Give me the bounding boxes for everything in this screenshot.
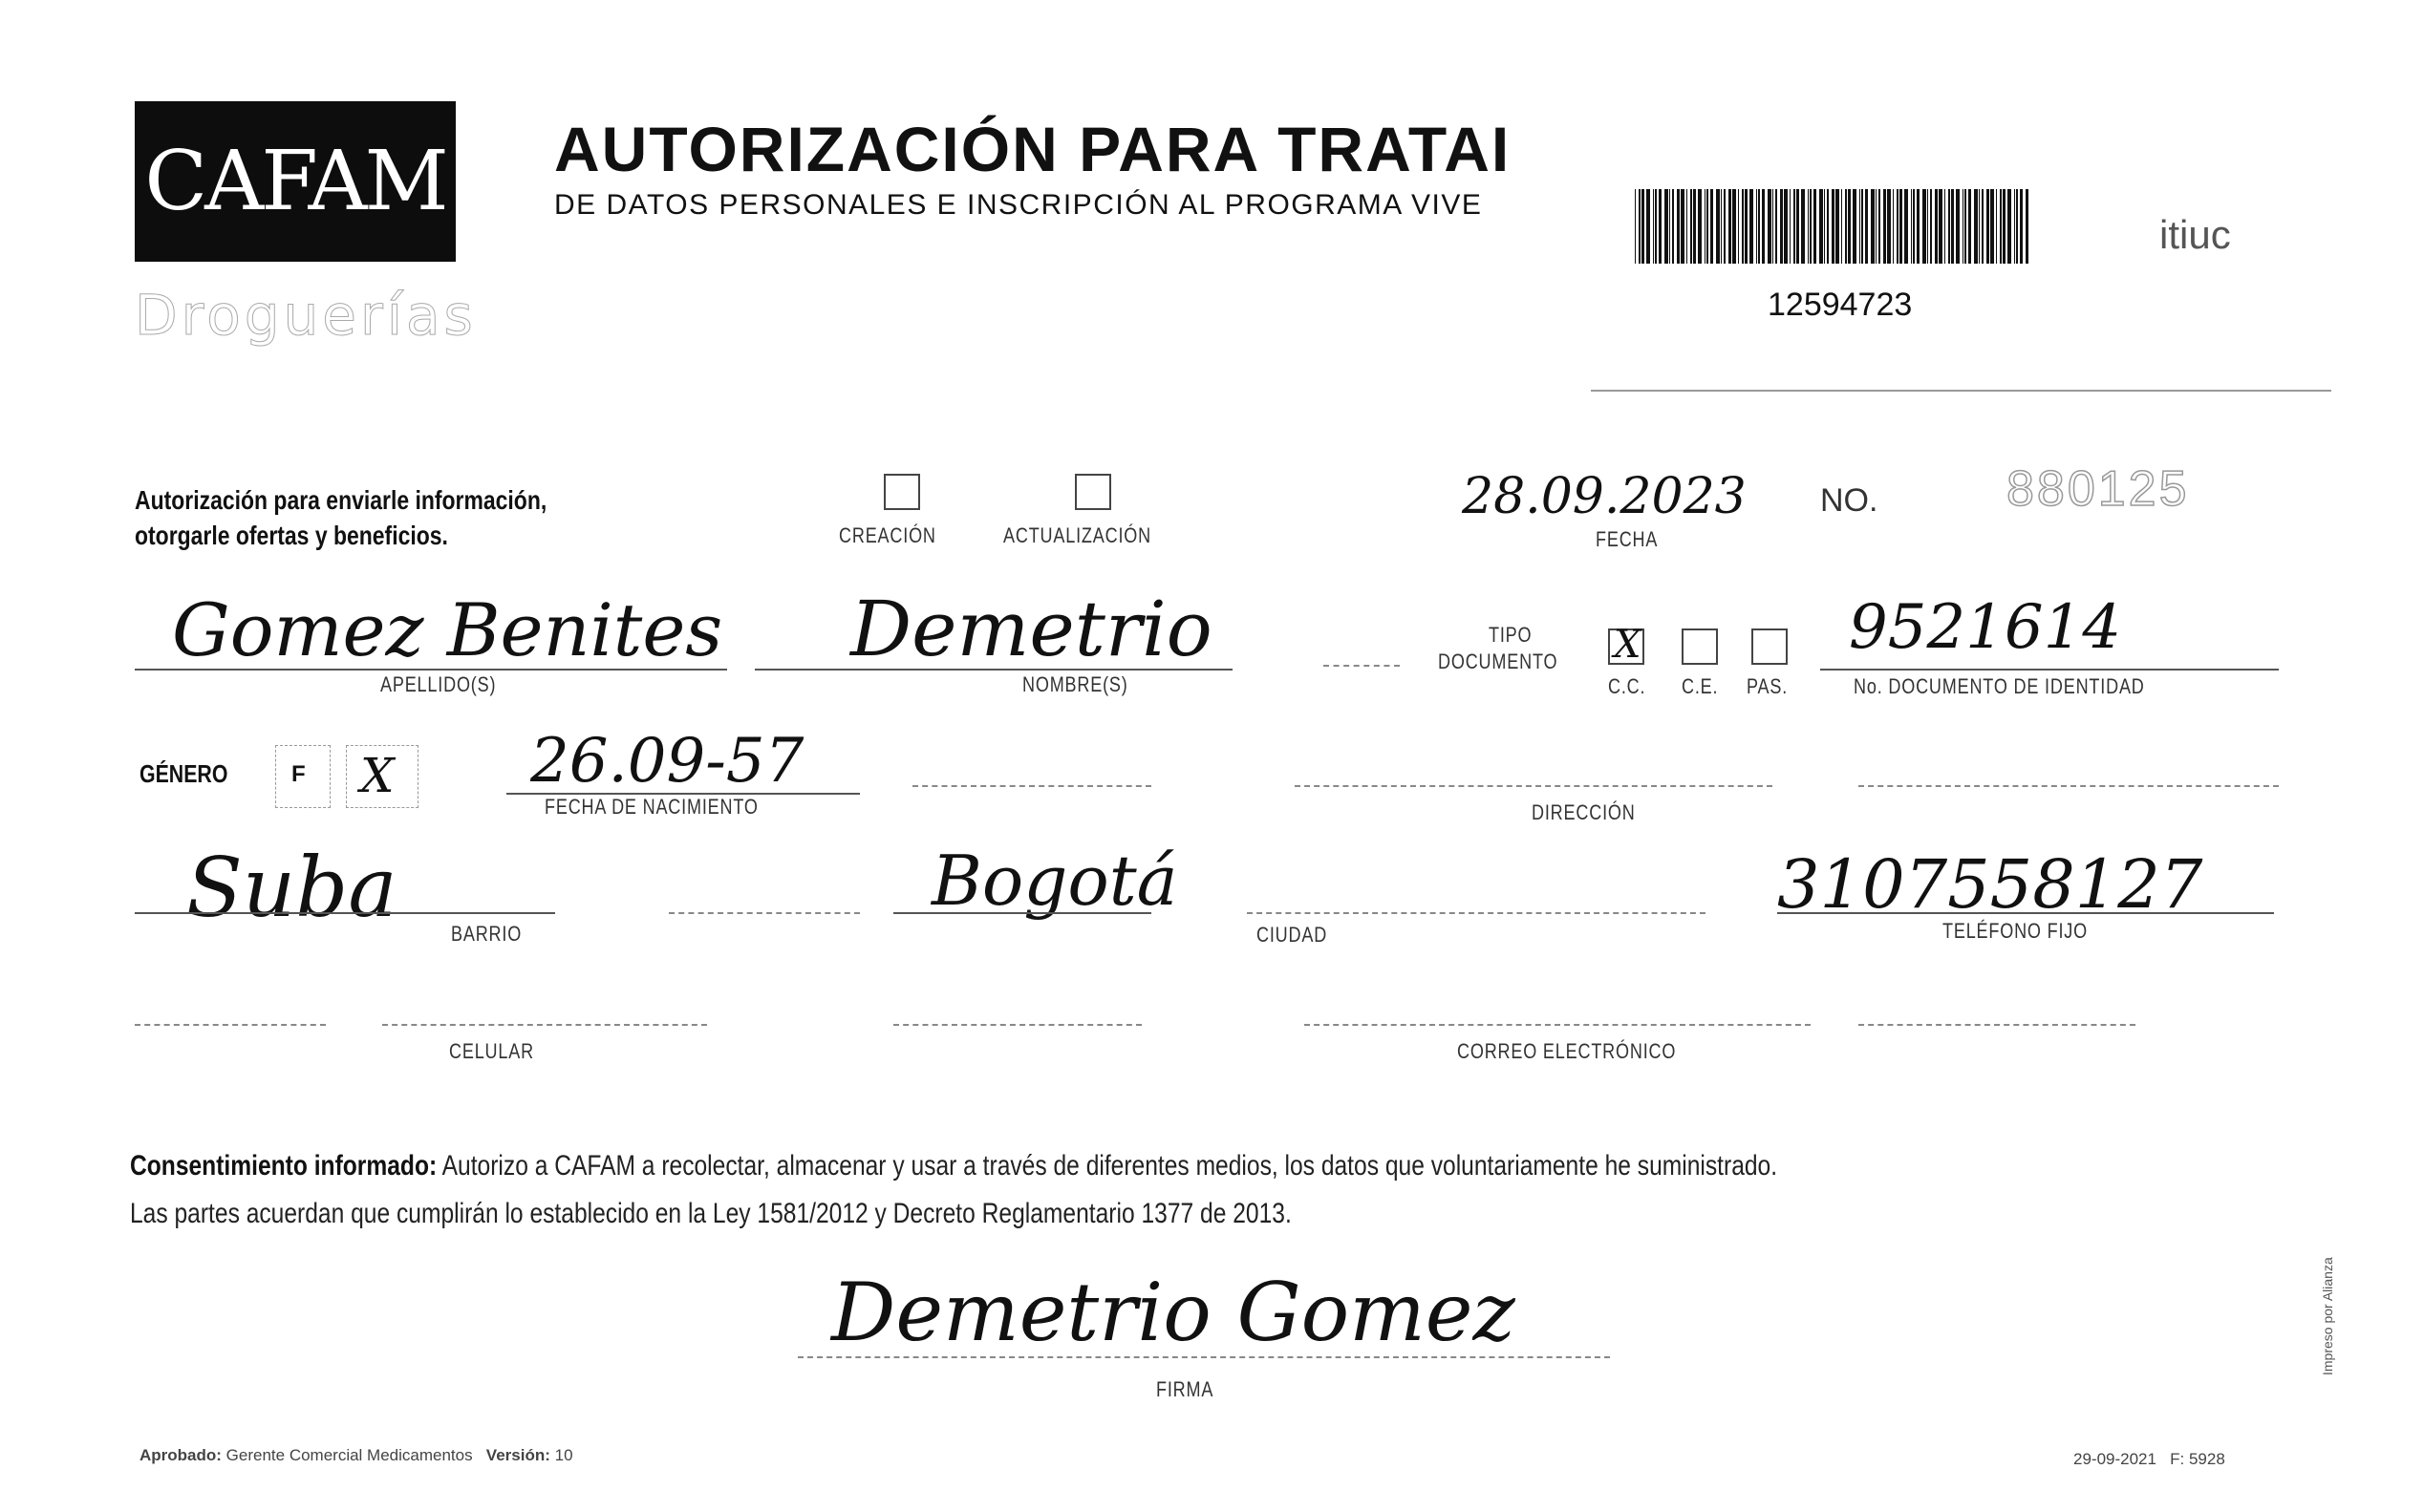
- barcode-bar: [1664, 189, 1668, 264]
- genero-f-letter: F: [291, 761, 306, 787]
- barcode-bar: [1964, 189, 1966, 264]
- barcode-bar: [1824, 189, 1825, 264]
- genero-m-mark: X: [360, 748, 395, 803]
- barcode-bar: [1845, 189, 1847, 264]
- barcode-bar: [1698, 189, 1702, 264]
- consent-text: [130, 1142, 2324, 1238]
- form-number: 880125: [2006, 461, 2190, 517]
- barcode-bar: [1848, 189, 1851, 264]
- barcode-bar: [1706, 189, 1708, 264]
- signature-label: FIRMA: [1156, 1377, 1214, 1401]
- actualizacion-checkbox[interactable]: [1075, 474, 1111, 510]
- cc-check-mark: X: [1614, 623, 1641, 667]
- barcode-bar: [1859, 189, 1860, 264]
- pas-checkbox[interactable]: [1751, 628, 1788, 665]
- telefono-label: TELÉFONO FIJO: [1942, 919, 2088, 943]
- aprobado-label: Aprobado:: [139, 1446, 222, 1464]
- barcode-bar: [1716, 189, 1720, 264]
- celular-line-1: [135, 1024, 326, 1026]
- direccion-line-1: [912, 785, 1151, 787]
- correo-line-2: [1304, 1024, 1811, 1026]
- consent-text-1: Autorizo a CAFAM a recolectar, almacenar y usar a través de diferentes medios, los datos que voluntariamente he suministrado.: [437, 1150, 1778, 1182]
- direccion-label: DIRECCIÓN: [1532, 800, 1636, 824]
- cc-checkbox[interactable]: [1608, 623, 1644, 667]
- pas-label: PAS.: [1747, 674, 1789, 698]
- consent-text-2: Las partes acuerdan que cumplirán lo establecido en la Ley 1581/2012 y Decreto Reglamentario 1377 de 2013.: [130, 1198, 1292, 1229]
- separator-line: [1323, 665, 1400, 667]
- barcode-bar: [1841, 189, 1842, 264]
- footer-approved: [139, 1446, 573, 1465]
- ce-label: C.E.: [1682, 674, 1719, 698]
- barcode-bar: [1904, 189, 1908, 264]
- barcode-bar: [1990, 189, 1994, 264]
- barcode-bar: [1808, 189, 1809, 264]
- barcode-bar: [1979, 189, 1980, 264]
- genero-label: GÉNERO: [139, 759, 228, 788]
- barcode-bar: [1939, 189, 1942, 264]
- nombres-value: Demetrio: [850, 585, 1212, 673]
- barrio-value: Suba: [186, 841, 397, 936]
- barcode-bar: [1745, 189, 1748, 264]
- cafam-logo: [135, 101, 456, 262]
- barcode-bar: [1721, 189, 1722, 264]
- barcode-bar: [1775, 189, 1777, 264]
- barcode-bar: [1899, 189, 1902, 264]
- celular-line-2: [382, 1024, 707, 1026]
- barcode-bar: [1749, 189, 1753, 264]
- barcode-bar: [1653, 189, 1654, 264]
- documento-value: 9521614: [1849, 592, 2122, 663]
- barcode-bar: [1922, 189, 1926, 264]
- barcode-bar: [1878, 189, 1880, 264]
- intro-line-1: Autorización para enviarle información,: [135, 485, 547, 515]
- genero-m-box[interactable]: [346, 745, 418, 808]
- barcode-bar: [1686, 189, 1687, 264]
- barcode-bar: [1835, 189, 1839, 264]
- barcode: [1635, 189, 2028, 264]
- barcode-bar: [1951, 189, 1954, 264]
- creacion-checkbox[interactable]: [884, 474, 920, 510]
- barcode-bar: [1832, 189, 1834, 264]
- barcode-bar: [1996, 189, 1997, 264]
- celular-label: CELULAR: [449, 1039, 534, 1063]
- barcode-bar: [1948, 189, 1950, 264]
- barcode-bar: [1710, 189, 1713, 264]
- ciudad-value: Bogotá: [932, 841, 1178, 921]
- barcode-bar: [1742, 189, 1744, 264]
- barcode-bar: [1853, 189, 1856, 264]
- barcode-bar: [1655, 189, 1657, 264]
- version-label: Versión:: [485, 1446, 550, 1464]
- nombres-label: NOMBRE(S): [1022, 672, 1128, 696]
- barcode-bar: [1677, 189, 1680, 264]
- nombres-line: [755, 669, 1233, 671]
- barcode-bar: [1813, 189, 1816, 264]
- barcode-bar: [1897, 189, 1898, 264]
- barcode-bar: [1672, 189, 1674, 264]
- barcode-bar: [1681, 189, 1684, 264]
- brand-subtitle: Droguerías: [135, 283, 477, 348]
- form-subtitle: DE DATOS PERSONALES E INSCRIPCIÓN AL PROGRAMA VIVE: [554, 189, 1483, 221]
- ce-checkbox[interactable]: [1682, 628, 1718, 665]
- barcode-bar: [1646, 189, 1650, 264]
- barcode-bar: [1756, 189, 1757, 264]
- actualizacion-label: ACTUALIZACIÓN: [1003, 523, 1152, 547]
- barcode-bar: [1796, 189, 1799, 264]
- ciudad-line-2: [1247, 912, 1705, 914]
- barrio-label: BARRIO: [451, 922, 523, 946]
- barcode-bar: [1913, 189, 1915, 264]
- barcode-bar: [1669, 189, 1670, 264]
- barcode-bar: [1927, 189, 1928, 264]
- ciudad-label: CIUDAD: [1256, 923, 1328, 947]
- barcode-bar: [1790, 189, 1791, 264]
- apellidos-value: Gomez Benites: [172, 587, 723, 672]
- footer-date: 29-09-2021: [2073, 1450, 2156, 1468]
- correo-line-1: [893, 1024, 1142, 1026]
- side-print-text: Impreso por Alianza: [2320, 1257, 2335, 1375]
- barcode-bar: [1871, 189, 1875, 264]
- header-divider: [1591, 390, 2331, 392]
- barcode-bar: [1819, 189, 1823, 264]
- barcode-number: 12594723: [1768, 287, 1913, 323]
- barcode-bar: [1772, 189, 1773, 264]
- no-label: NO.: [1820, 482, 1878, 519]
- barcode-bar: [1641, 189, 1644, 264]
- logo-text: CAFAM: [144, 134, 446, 229]
- barcode-bar: [1784, 189, 1788, 264]
- barcode-bar: [2014, 189, 2015, 264]
- barcode-bar: [1659, 189, 1662, 264]
- barrio-line: [135, 912, 555, 914]
- consent-heading: Consentimiento informado:: [130, 1150, 438, 1182]
- barcode-bar: [1917, 189, 1920, 264]
- form-title: AUTORIZACIÓN PARA TRATAI: [554, 114, 1512, 184]
- barcode-bar: [1758, 189, 1760, 264]
- date-value: 28.09.2023: [1462, 468, 1747, 525]
- barcode-bar: [1883, 189, 1886, 264]
- apellidos-line: [135, 669, 727, 671]
- barcode-bar: [1780, 189, 1783, 264]
- barcode-bar: [1827, 189, 1829, 264]
- tipo-doc-label-2: DOCUMENTO: [1438, 650, 1558, 673]
- barcode-bar: [1693, 189, 1696, 264]
- barcode-bar: [1793, 189, 1795, 264]
- barcode-bar: [1728, 189, 1731, 264]
- nacimiento-label: FECHA DE NACIMIENTO: [545, 795, 759, 819]
- barcode-bar: [1690, 189, 1692, 264]
- footer-date-code: [2073, 1450, 2225, 1469]
- telefono-value: 3107558127: [1777, 845, 2203, 924]
- barcode-bar: [2016, 189, 2018, 264]
- barcode-bar: [1810, 189, 1812, 264]
- correo-line-3: [1858, 1024, 2135, 1026]
- aprobado-value: Gerente Comercial Medicamentos: [225, 1446, 473, 1464]
- tipo-doc-label-1: TIPO: [1489, 623, 1533, 647]
- correo-label: CORREO ELECTRÓNICO: [1457, 1039, 1677, 1063]
- barcode-bar: [1986, 189, 1989, 264]
- telefono-line: [1777, 912, 2274, 914]
- barcode-bar: [1944, 189, 1945, 264]
- barcode-bar: [1768, 189, 1771, 264]
- barcode-bar: [1635, 189, 1636, 264]
- barcode-bar: [1911, 189, 1912, 264]
- barcode-bar: [1982, 189, 1984, 264]
- barcode-bar: [2026, 189, 2028, 264]
- barcode-bar: [1732, 189, 1736, 264]
- intro-line-2: otorgarle ofertas y beneficios.: [135, 521, 448, 550]
- footer-code: F: 5928: [2170, 1450, 2225, 1468]
- barcode-bar: [1738, 189, 1739, 264]
- barcode-bar: [1861, 189, 1863, 264]
- barcode-bar: [2020, 189, 2023, 264]
- version-value: 10: [554, 1446, 573, 1464]
- nacimiento-value: 26.09-57: [530, 726, 804, 797]
- barcode-bar: [1724, 189, 1726, 264]
- ciudad-line-1: [893, 912, 1151, 914]
- barcode-bar: [1865, 189, 1868, 264]
- signature-line: [798, 1356, 1610, 1358]
- date-label: FECHA: [1596, 527, 1659, 551]
- barcode-bar: [1801, 189, 1805, 264]
- signature-value: Demetrio Gomez: [831, 1266, 1515, 1359]
- apellidos-label: APELLIDO(S): [380, 672, 497, 696]
- barcode-bar: [1968, 189, 1971, 264]
- genero-f-box[interactable]: [275, 745, 331, 808]
- consent-line-1: [130, 1142, 2324, 1190]
- stamp-mark: itiuc: [2159, 212, 2231, 257]
- barcode-bar: [1876, 189, 1877, 264]
- barcode-bar: [2007, 189, 2011, 264]
- barcode-bar: [2003, 189, 2006, 264]
- documento-label: No. DOCUMENTO DE IDENTIDAD: [1854, 674, 2145, 698]
- documento-line: [1820, 669, 2279, 671]
- direccion-line-3: [1858, 785, 2279, 787]
- direccion-line-2: [1295, 785, 1772, 787]
- barcode-bar: [1974, 189, 1978, 264]
- cc-label: C.C.: [1608, 674, 1646, 698]
- barcode-bar: [2000, 189, 2002, 264]
- creacion-label: CREACIÓN: [839, 523, 936, 547]
- barcode-bar: [1935, 189, 1938, 264]
- barcode-bar: [1887, 189, 1891, 264]
- barcode-bar: [1893, 189, 1894, 264]
- barcode-bar: [1762, 189, 1765, 264]
- barcode-bar: [1930, 189, 1932, 264]
- barcode-bar: [1639, 189, 1641, 264]
- barcode-bar: [1956, 189, 1960, 264]
- barrio-line-2: [669, 912, 860, 914]
